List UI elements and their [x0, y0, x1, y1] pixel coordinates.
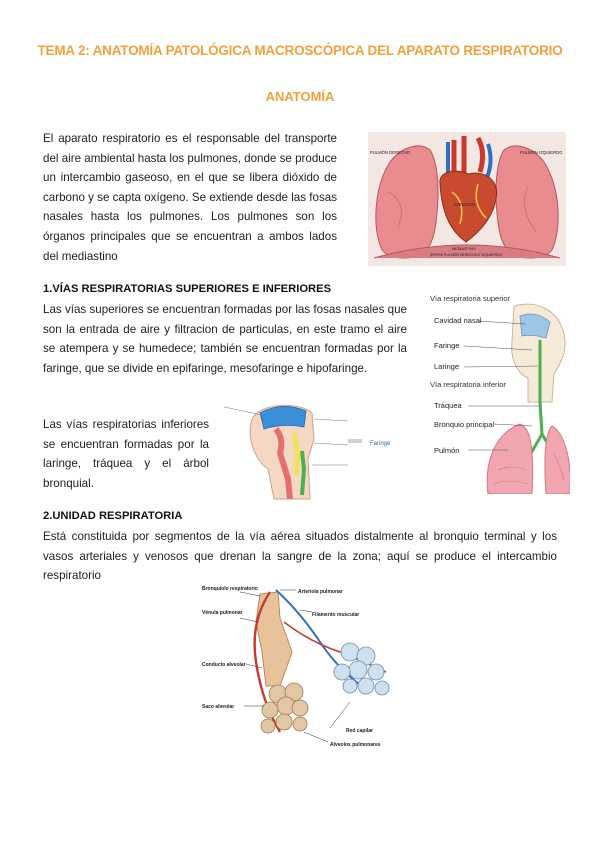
label-arteriola: Arteriola pulmonar — [298, 589, 343, 595]
pharynx-figure — [218, 399, 396, 503]
label-saco: Saco alveolar — [202, 704, 235, 710]
label-venula: Vénula pulmonar — [202, 610, 243, 616]
document-title: TEMA 2: ANATOMÍA PATOLÓGICA MACROSCÓPICA DEL APARATO RESPIRATORIO — [37, 43, 563, 58]
airway-upper-title: Vía respiratoria superior — [430, 294, 511, 303]
heading-unidad-respiratoria: 2.UNIDAD RESPIRATORIA — [43, 510, 183, 522]
label-corazon: CORAZÓN — [454, 202, 475, 207]
airway-figure — [428, 294, 570, 494]
label-mediastino-sub: (ENTRE PULMÓN DERECHO E IZQUIERDO) — [430, 253, 503, 257]
label-cavidad-nasal: Cavidad nasal — [434, 316, 482, 325]
intro-paragraph: El aparato respiratorio es el responsable del transporte del aire ambiental hasta los pulmones, donde se produce un intercambio gaseoso, en el que se libera dióxido de carbono y se capta oxígeno. Se extiende desde las fosas nasales hasta los pulmones. Los pulmones son los órganos principales que se encuentran a ambos lados del mediastino — [43, 132, 337, 263]
label-mediastino: MEDIASTINO — [452, 247, 476, 251]
heart-lungs-figure — [368, 132, 566, 266]
label-bronquio-principal: Bronquio principal — [434, 420, 495, 429]
label-bronquiolo: Bronquiolo respiratorio — [202, 586, 258, 592]
label-pulmon-derecho: PULMÓN DERECHO — [370, 150, 411, 155]
label-laringe: Laringe — [434, 362, 460, 371]
label-faringe-figure: Faringe — [370, 441, 391, 447]
alveoli-figure — [200, 582, 400, 750]
label-conducto: Conducto alveolar — [202, 662, 246, 668]
label-faringe: Faringe — [434, 341, 460, 350]
label-traquea: Tráquea — [434, 401, 462, 410]
label-alveolos: Alveolos pulmonares — [330, 742, 381, 748]
paragraph-unidad-respiratoria: Está constituida por segmentos de la vía aérea situados distalmente al bronquio terminal y los vasos arteriales y venosos que drenan la sangre de la zona; aquí se produce el intercambio respiratorio — [43, 530, 557, 583]
label-pulmon: Pulmón — [434, 446, 460, 455]
label-red-capilar: Red capilar — [346, 728, 373, 734]
airway-lower-title: Vía respiratoria inferior — [430, 380, 506, 389]
section-title-anatomia: ANATOMÍA — [265, 89, 335, 104]
paragraph-vias-superiores: Las vías superiores se encuentran formadas por las fosas nasales que son la entrada de aire y filtracion de particulas, en este tramo el aire se atempera y se humedece; también se encuentran formadas por la faringe, que se divide en epifaringe, mesofaringe e hipofaringe. — [43, 303, 407, 375]
label-pulmon-izquierdo: PULMÓN IZQUIERDO — [520, 150, 563, 155]
heading-vias-respiratorias: 1.VÍAS RESPIRATORIAS SUPERIORES E INFERIORES — [43, 283, 332, 295]
paragraph-vias-inferiores: Las vías respiratorias inferiores se encuentran formadas por la laringe, tráquea y el árbol bronquial. — [43, 418, 209, 490]
label-filamento: Filamento muscular — [312, 612, 360, 618]
